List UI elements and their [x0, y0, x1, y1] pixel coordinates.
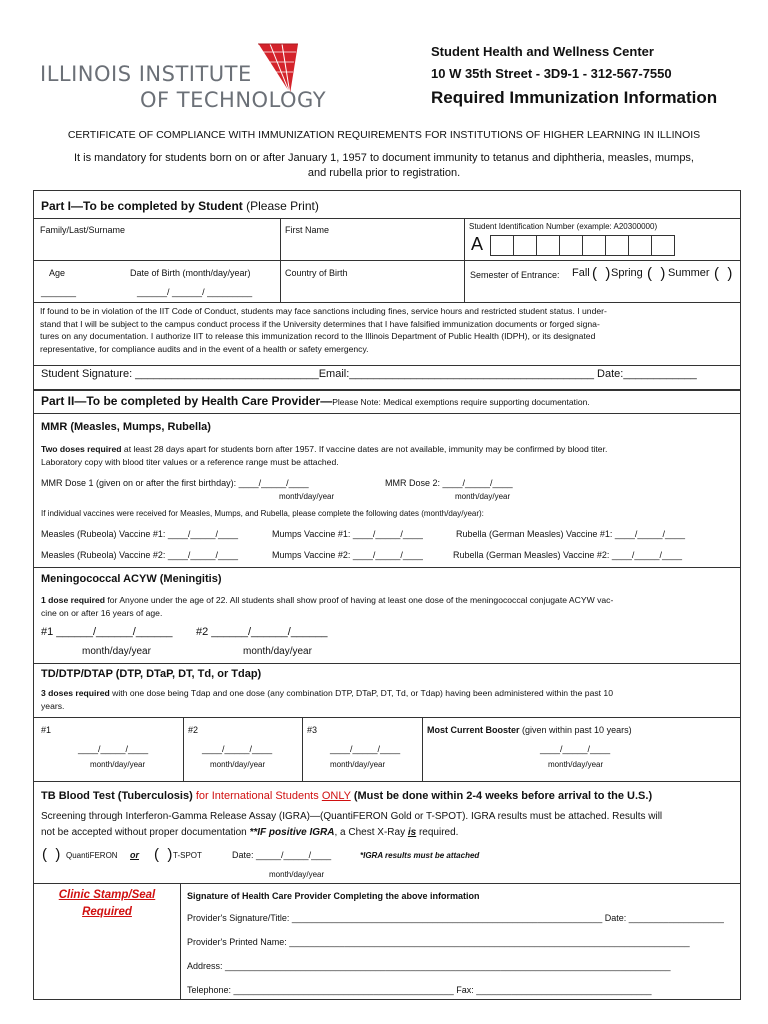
- family-name-field[interactable]: [34, 238, 279, 259]
- student-id-digit-field[interactable]: [651, 235, 675, 256]
- country-of-birth-field[interactable]: [281, 280, 463, 301]
- country-of-birth-label: Country of Birth: [285, 268, 348, 278]
- tdap-booster-field[interactable]: ____/_____/____: [540, 744, 611, 754]
- tdap-dose2-label: #2: [188, 725, 199, 735]
- provider-signature-field[interactable]: Provider's Signature/Title: ______________________________________________________________ Date: ___________________: [187, 913, 724, 923]
- divider: [180, 883, 181, 1000]
- divider: [422, 717, 423, 781]
- tdap-booster-label: [427, 725, 632, 735]
- student-id-digit-field[interactable]: [605, 235, 629, 256]
- tdap-requirement: [41, 687, 737, 712]
- fall-checkbox[interactable]: ( ): [592, 265, 611, 282]
- age-field[interactable]: _______: [41, 287, 77, 297]
- part1-title: [41, 199, 319, 213]
- meningococcal-dose2-field[interactable]: #2 ______/______/______: [196, 626, 328, 638]
- measles-dose2-field[interactable]: Measles (Rubeola) Vaccine #2: ____/_____/____: [41, 550, 238, 560]
- tdap-title-text: TD/DTP/DTAP (DTP, DTaP, DT, Td, or Tdap): [41, 668, 262, 680]
- part2-title-note: Please Note: Medical exemptions require supporting documentation.: [332, 397, 590, 407]
- first-name-label: First Name: [285, 225, 330, 235]
- tdap-booster-format: month/day/year: [548, 760, 604, 769]
- student-signature-line[interactable]: Student Signature: ______________________________Email:________________________________________ Date:____________: [41, 368, 697, 380]
- semester-summer-label: Summer: [668, 267, 710, 279]
- student-id-digit-field[interactable]: [559, 235, 583, 256]
- measles-dose1-field[interactable]: Measles (Rubeola) Vaccine #1: ____/_____/____: [41, 529, 238, 539]
- tb-title-bold: TB Blood Test (Tuberculosis): [41, 790, 193, 802]
- provider-telephone-field[interactable]: Telephone: ____________________________________________ Fax: ___________________________________: [187, 985, 652, 995]
- divider: [33, 302, 741, 303]
- tdap-req-bold: 3 doses required: [41, 688, 110, 698]
- tb-line2-e: required.: [416, 827, 459, 838]
- tdap-dose1-field[interactable]: ____/_____/____: [78, 744, 149, 754]
- provider-signature-header: Signature of Health Care Provider Completing the above information: [187, 891, 480, 901]
- document-title: Required Immunization Information: [431, 88, 718, 107]
- mmr-requirement: [41, 443, 737, 468]
- tdap-dose2-field[interactable]: ____/_____/____: [202, 744, 273, 754]
- mmr-req-bold: Two doses required: [41, 444, 122, 454]
- age-label: Age: [49, 268, 66, 278]
- part1-title-bold: Part I—To be completed by Student: [41, 199, 243, 213]
- tb-title: [41, 790, 652, 802]
- conduct-notice-line: If found to be in violation of the IIT Code of Conduct, students may face sanctions including fines, service hours and restricted student status. I under-: [40, 306, 607, 316]
- meningococcal-dose1-field[interactable]: #1 ______/______/______: [41, 626, 173, 638]
- provider-printed-name-field[interactable]: Provider's Printed Name: ________________________________________________________________________________: [187, 937, 690, 947]
- student-id-prefix: A: [471, 234, 484, 254]
- conduct-notice: [40, 305, 736, 355]
- spring-checkbox[interactable]: ( ): [647, 265, 666, 282]
- tb-only-text: ONLY: [321, 790, 351, 802]
- tb-line2-b: **IF positive IGRA: [249, 827, 335, 838]
- clinic-stamp-area[interactable]: [34, 887, 180, 921]
- iit-logo: [40, 42, 340, 117]
- mmr-dose2-format: month/day/year: [455, 492, 511, 501]
- logo-line-1: ILLINOIS INSTITUTE: [40, 62, 252, 86]
- igra-attach-note: *IGRA results must be attached: [360, 851, 480, 860]
- tdap-req-text: with one dose being Tdap and one dose (any combination DTP, DTaP, DT, Td, or Tdap) having been administered within the past 10: [109, 688, 613, 698]
- student-id-label: Student Identification Number (example: A20300000): [469, 222, 658, 231]
- tdap-dose3-field[interactable]: ____/_____/____: [330, 744, 401, 754]
- tb-line2-d: is: [407, 827, 417, 838]
- divider: [33, 663, 741, 664]
- dob-field[interactable]: ______/ ______/ _________: [137, 287, 253, 297]
- tb-line2-a: not be accepted without proper documentation: [41, 827, 250, 838]
- divider: [33, 781, 741, 782]
- semester-fall-label: Fall: [572, 267, 590, 279]
- student-id-digit-field[interactable]: [513, 235, 537, 256]
- mening-req-bold: 1 dose required: [41, 595, 105, 605]
- tb-line2-c: , a Chest X-Ray: [334, 827, 408, 838]
- logo-line-2: OF TECHNOLOGY: [140, 88, 327, 112]
- tspot-label: T-SPOT: [173, 851, 202, 860]
- student-id-digit-field[interactable]: [490, 235, 514, 256]
- clinic-stamp-title: Clinic Stamp/Seal: [58, 889, 156, 901]
- conduct-notice-line: stand that I will be subject to the campus conduct process if the University determines that I have falsified immunization documents or forged signa-: [40, 318, 600, 329]
- quantiferon-checkbox[interactable]: ( ): [42, 846, 61, 863]
- divider: [183, 717, 184, 781]
- student-id-digit-field[interactable]: [628, 235, 652, 256]
- divider: [302, 717, 303, 781]
- tdap-title: [41, 668, 261, 680]
- quantiferon-label: QuantiFERON: [66, 851, 118, 860]
- rubella-dose2-field[interactable]: Rubella (German Measles) Vaccine #2: ____/_____/____: [453, 550, 682, 560]
- part2-title-bold: Part II—To be completed by Health Care Provider: [41, 394, 321, 408]
- student-id-digit-field[interactable]: [582, 235, 606, 256]
- mening-req-text: for Anyone under the age of 22. All students shall show proof of having at least one dose of the meningococcal conjugate ACYW vac-: [105, 595, 614, 605]
- divider: [33, 365, 741, 366]
- tdap-dose1-label: #1: [41, 725, 52, 735]
- part2-title: [41, 394, 590, 408]
- conduct-notice-line: representative, for compliance audits and in the event of a health or safety emergency.: [40, 343, 369, 354]
- mmr-req-text: at least 28 days apart for students born after 1957. If vaccine dates are not available, immunity may be confirmed by blood titer.: [121, 444, 608, 454]
- tb-date-field[interactable]: Date: _____/_____/____: [232, 850, 332, 860]
- certificate-heading: CERTIFICATE OF COMPLIANCE WITH IMMUNIZATION REQUIREMENTS FOR INSTITUTIONS OF HIGHER LEARNING IN ILLINOIS: [67, 129, 701, 141]
- student-id-digit-field[interactable]: [536, 235, 560, 256]
- meningococcal-title: Meningococcal ACYW (Meningitis): [41, 573, 222, 585]
- tb-date-format: month/day/year: [269, 870, 325, 879]
- mmr-dose1-field[interactable]: MMR Dose 1 (given on or after the first birthday): ____/_____/____: [41, 478, 309, 488]
- center-name: Student Health and Wellness Center: [431, 44, 654, 59]
- mandatory-note-line-1: It is mandatory for students born on or after January 1, 1957 to document immunity to tetanus and diphtheria, measles, mumps,: [74, 152, 694, 164]
- mmr-dose1-format: month/day/year: [279, 492, 335, 501]
- tb-description-line-2: [41, 827, 458, 838]
- mumps-dose1-field[interactable]: Mumps Vaccine #1: ____/_____/____: [272, 529, 423, 539]
- mening-req-line-2: cine on or after 16 years of age.: [41, 607, 163, 618]
- tdap-dose3-format: month/day/year: [330, 760, 386, 769]
- mmr-dose2-field[interactable]: MMR Dose 2: ____/_____/____: [385, 478, 513, 488]
- booster-bold: Most Current Booster: [427, 725, 520, 735]
- mandatory-note-line-2: and rubella prior to registration.: [307, 167, 461, 179]
- tspot-checkbox[interactable]: ( ): [154, 846, 173, 863]
- divider: [33, 260, 741, 261]
- part2-title-dash: —: [320, 394, 333, 408]
- semester-spring-label: Spring: [611, 267, 643, 279]
- individual-vaccines-note: If individual vaccines were received for Measles, Mumps, and Rubella, please complete the following dates (month/day/year):: [41, 509, 484, 518]
- mumps-dose2-field[interactable]: Mumps Vaccine #2: ____/_____/____: [272, 550, 423, 560]
- rubella-dose1-field[interactable]: Rubella (German Measles) Vaccine #1: ____/_____/____: [456, 529, 685, 539]
- meningococcal-dose1-format: month/day/year: [82, 646, 151, 657]
- tdap-dose3-label: #3: [307, 725, 318, 735]
- dob-label: Date of Birth (month/day/year): [130, 268, 251, 278]
- divider: [33, 218, 741, 219]
- center-address: 10 W 35th Street - 3D9-1 - 312-567-7550: [431, 66, 672, 81]
- divider: [33, 567, 741, 568]
- tb-description-line-1: Screening through Interferon-Gamma Release Assay (IGRA)—(QuantiFERON Gold or T-SPOT). IGRA results must be attached. Results will: [41, 811, 663, 822]
- divider: [33, 413, 741, 414]
- divider: [33, 883, 741, 884]
- summer-checkbox[interactable]: ( ): [714, 265, 733, 282]
- provider-address-field[interactable]: Address: _________________________________________________________________________________________: [187, 961, 671, 971]
- semester-label: Semester of Entrance:: [470, 270, 560, 280]
- booster-text: (given within past 10 years): [519, 725, 632, 735]
- first-name-field[interactable]: [281, 238, 463, 259]
- mmr-req-line-2: Laboratory copy with blood titer values or a reference range must be attached.: [41, 456, 339, 467]
- meningococcal-requirement: [41, 594, 737, 619]
- clinic-stamp-required: Required: [82, 906, 132, 918]
- part1-title-note: (Please Print): [242, 199, 319, 213]
- divider: [33, 717, 741, 718]
- tdap-dose1-format: month/day/year: [90, 760, 146, 769]
- tdap-req-line-2: years.: [41, 700, 65, 711]
- tdap-dose2-format: month/day/year: [210, 760, 266, 769]
- conduct-notice-line: tures on any documentation. I authorize IIT to release this immunization record to the Illinois Department of Public Health (IDPH), or its designated: [40, 331, 596, 341]
- tb-or-label: or: [130, 850, 139, 860]
- mmr-title: MMR (Measles, Mumps, Rubella): [41, 421, 211, 433]
- tb-intl-text: for International Students: [195, 790, 319, 802]
- tb-title-tail: (Must be done within 2-4 weeks before arrival to the U.S.): [353, 790, 653, 802]
- family-name-label: Family/Last/Surname: [40, 225, 126, 235]
- meningococcal-dose2-format: month/day/year: [243, 646, 312, 657]
